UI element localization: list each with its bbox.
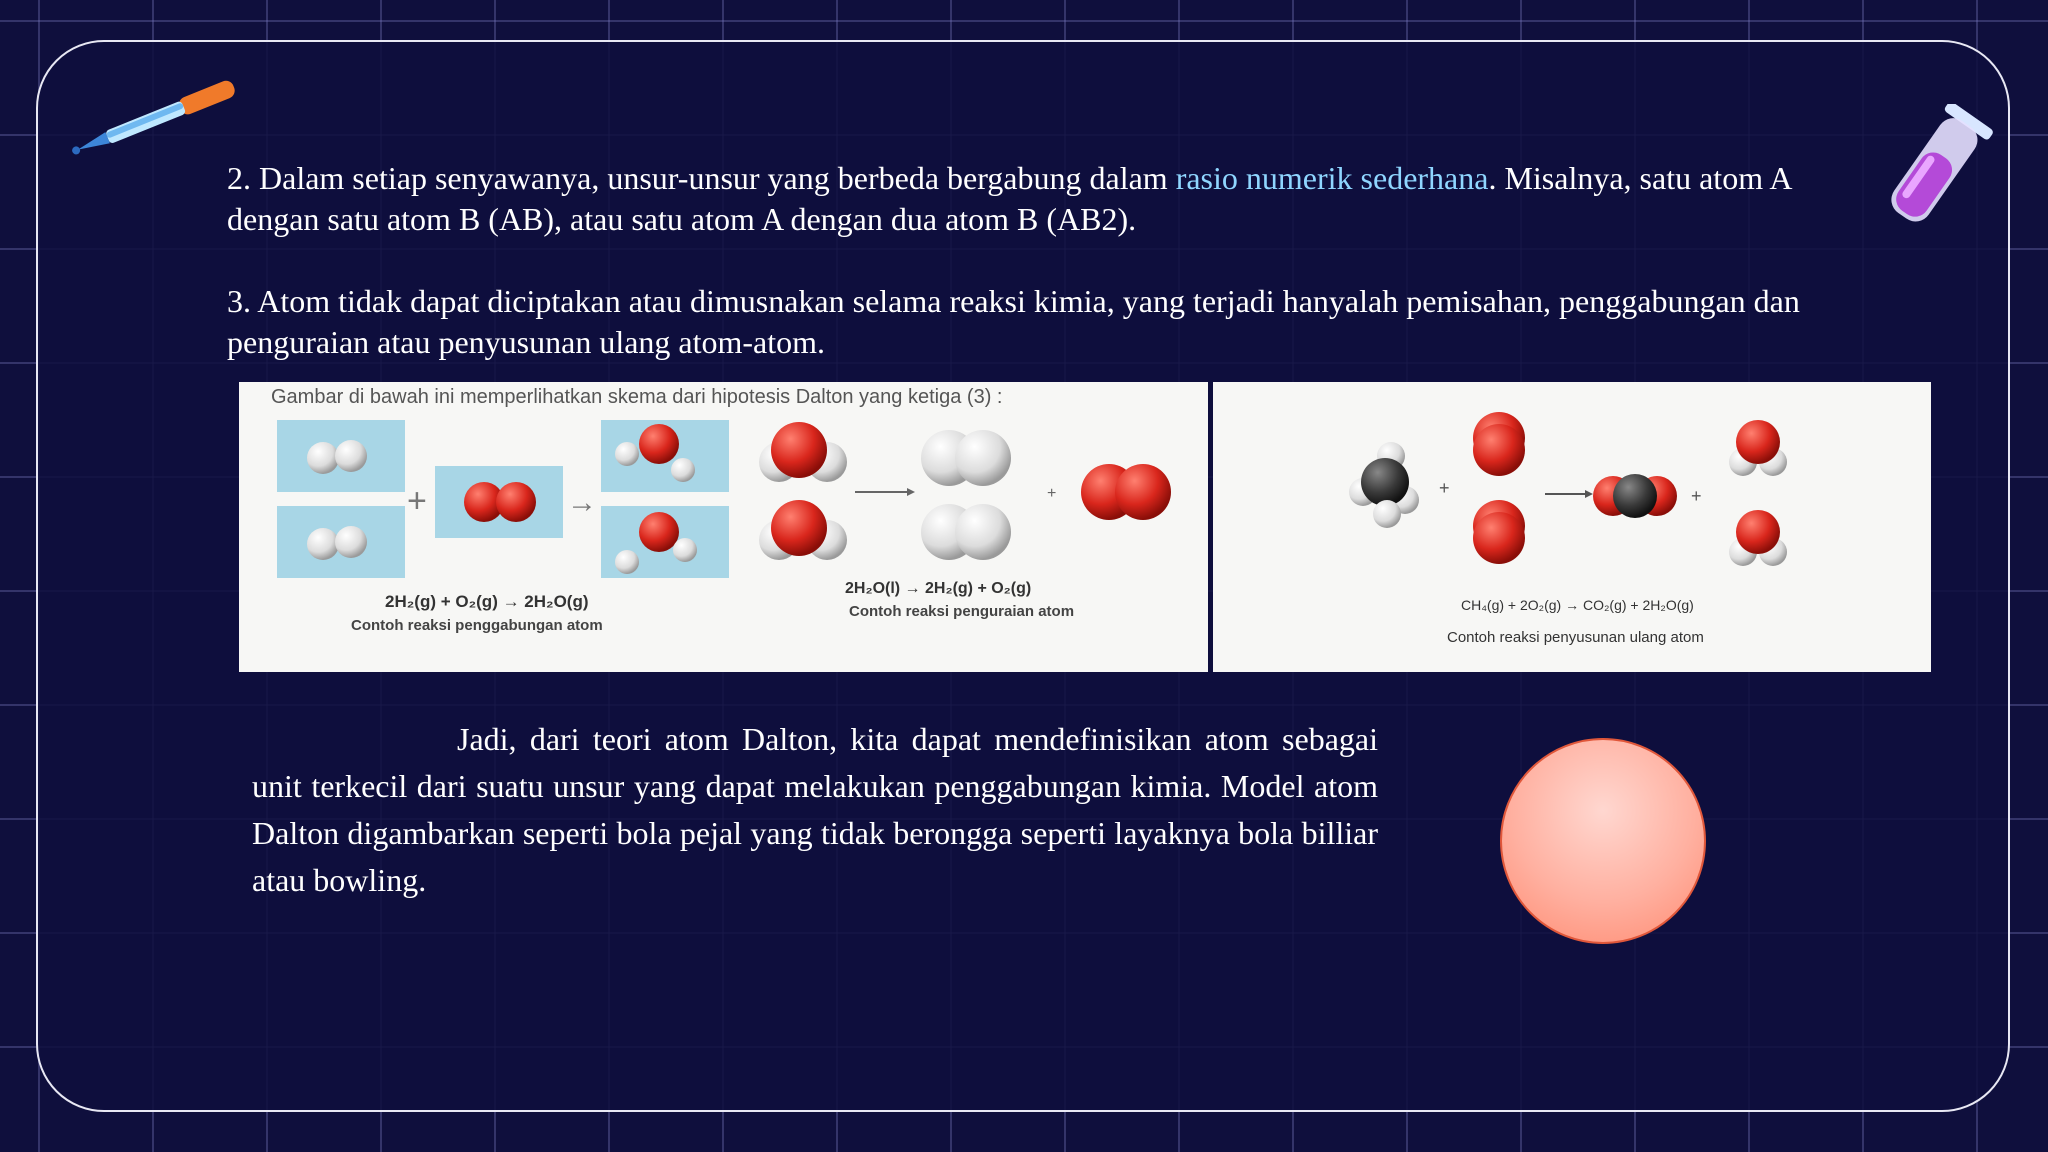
hydrogen-atom (335, 440, 367, 472)
water-molecule (1729, 510, 1787, 566)
figure-combination-decomposition (239, 382, 1208, 672)
point-2-text (227, 158, 1887, 240)
oxygen-atom (639, 512, 679, 552)
hydrogen-atom (335, 526, 367, 558)
hydrogen-atom (307, 442, 339, 474)
h2-molecule (921, 504, 1011, 560)
hydrogen-atom (307, 528, 339, 560)
reaction-1-equation: 2H₂(g) + O₂(g) → 2H₂O(g) (385, 592, 589, 611)
figure-heading: Gambar di bawah ini memperlihatkan skema dari hipotesis Dalton yang ketiga (3) : (271, 386, 1003, 408)
hydrogen-atom (615, 550, 639, 574)
plus-sign: + (1047, 485, 1057, 502)
hydrogen-atom (673, 538, 697, 562)
o2-molecule (1473, 412, 1525, 476)
dropper-icon (64, 78, 254, 158)
co2-molecule (1593, 474, 1677, 518)
point-2-end: . Misalnya, satu atom A dengan satu atom B (AB), atau satu atom A dengan dua atom B (AB2). (227, 160, 1791, 237)
reaction-2-caption: Contoh reaksi penguraian atom (849, 603, 1075, 620)
oxygen-atom (496, 482, 536, 522)
reaction-1-caption: Contoh reaksi penggabungan atom (351, 617, 603, 634)
figure-rearrangement (1213, 382, 1931, 672)
water-molecule (759, 422, 847, 482)
hydrogen-atom (615, 442, 639, 466)
h2-molecule (921, 430, 1011, 486)
reaction-3-caption: Contoh reaksi penyusunan ulang atom (1447, 629, 1704, 646)
arrow-head (1585, 490, 1593, 498)
point-3-text: 3. Atom tidak dapat diciptakan atau dimusnakan selama reaksi kimia, yang terjadi hanyalah pemisahan, penggabungan dan penguraian atau penyusunan ulang atom-atom. (227, 283, 1800, 360)
highlight-ratio: rasio numerik sederhana (1175, 160, 1489, 196)
o2-molecule (1473, 500, 1525, 564)
methane-molecule (1349, 442, 1419, 528)
water-molecule (1729, 420, 1787, 476)
reaction-3-equation: CH₄(g) + 2O₂(g) → CO₂(g) + 2H₂O(g) (1461, 597, 1694, 613)
arrow-sign: → (567, 486, 597, 519)
o2-molecule (1081, 464, 1171, 520)
point-2-start: 2. Dalam setiap senyawanya, unsur-unsur yang berbeda bergabung dalam (227, 160, 1176, 196)
water-molecule (759, 500, 847, 560)
conclusion-text: Jadi, dari teori atom Dalton, kita dapat mendefinisikan atom sebagai unit terkecil dari suatu unsur yang dapat melakukan penggabungan kimia. Model atom Dalton digambarkan seperti bola pejal yang tidak berongga seperti layaknya bola billiar atau bowling. (252, 721, 1378, 898)
reaction-2-equation: 2H₂O(l) → 2H₂(g) + O₂(g) (845, 580, 1032, 597)
plus-sign: + (1439, 478, 1450, 498)
hydrogen-atom (671, 458, 695, 482)
plus-sign: + (1691, 486, 1702, 506)
oxygen-atom (639, 424, 679, 464)
plus-sign: + (407, 482, 427, 520)
arrow-head (907, 488, 915, 496)
dalton-solid-sphere (1500, 738, 1706, 944)
